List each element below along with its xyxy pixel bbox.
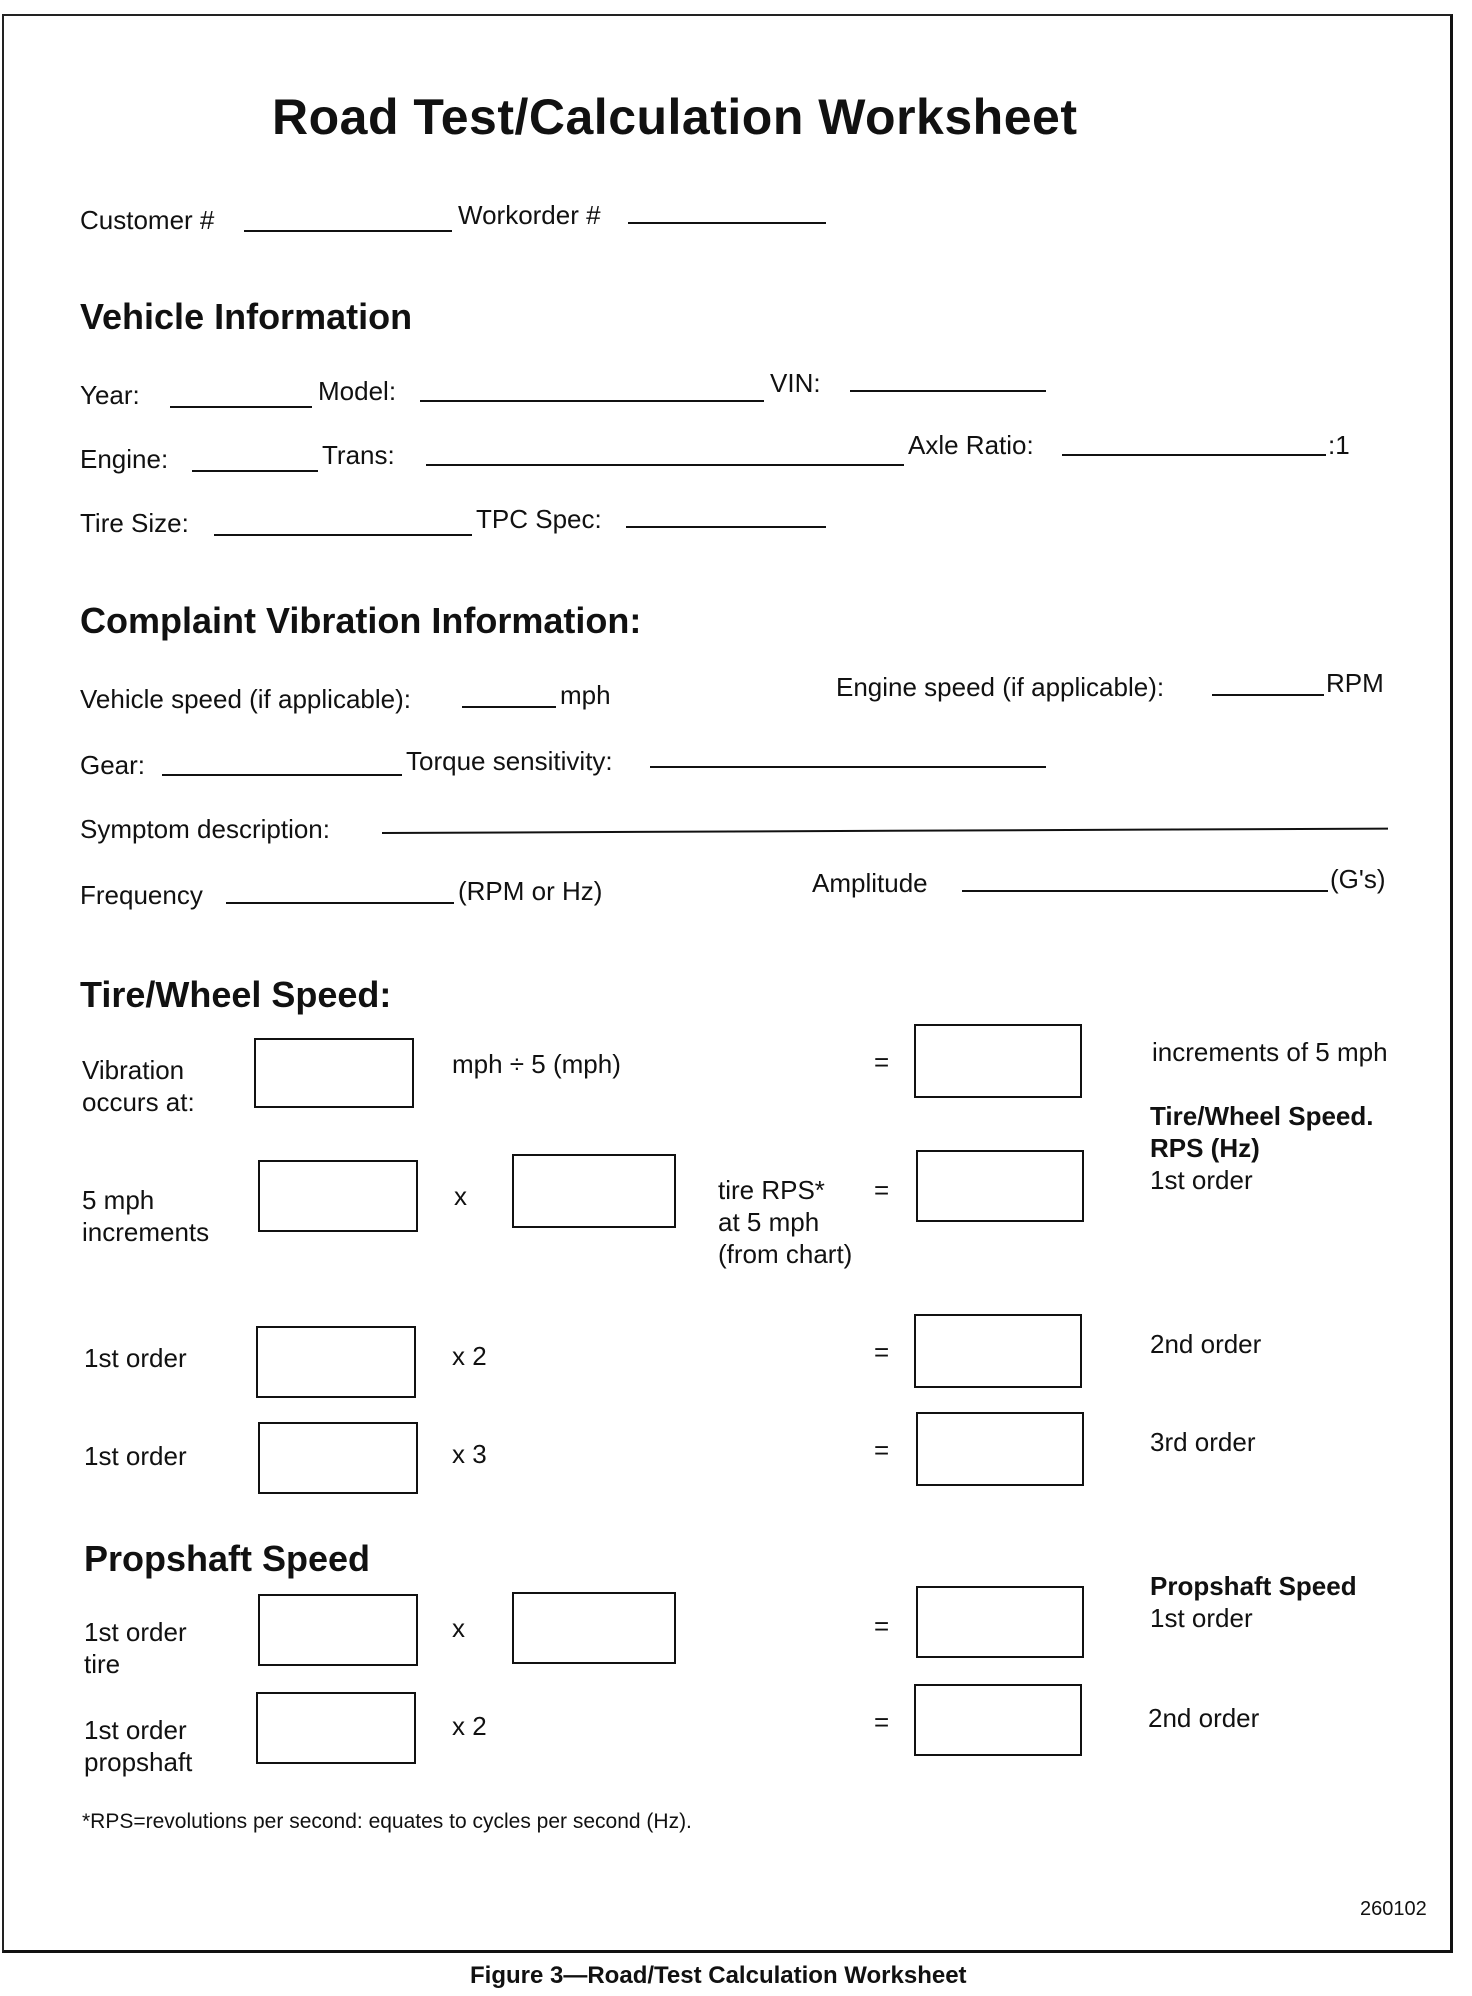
engine-label: Engine: [80, 444, 169, 474]
third-order-box[interactable] [916, 1412, 1084, 1486]
r1-operator: mph ÷ 5 (mph) [452, 1049, 621, 1079]
tpc-field[interactable] [626, 526, 826, 528]
amplitude-unit: (G's) [1330, 864, 1386, 894]
frequency-label: Frequency [80, 880, 203, 910]
vin-label: VIN: [770, 368, 821, 398]
r1-label: Vibration occurs at: [82, 1055, 195, 1117]
tpc-label: TPC Spec: [476, 504, 602, 534]
vehicle-speed-unit: mph [560, 680, 611, 710]
vehicle-heading: Vehicle Information [80, 296, 413, 337]
increments-input-box[interactable] [258, 1160, 418, 1232]
engine-speed-unit: RPM [1326, 668, 1384, 698]
propshaft-second-order-box[interactable] [914, 1684, 1082, 1756]
frequency-unit: (RPM or Hz) [458, 876, 603, 906]
p1-result: Propshaft Speed 1st order [1150, 1571, 1357, 1633]
r4-label: 1st order [84, 1441, 187, 1471]
tire-size-label: Tire Size: [80, 508, 189, 538]
tire-size-field[interactable] [214, 534, 472, 536]
symptom-label: Symptom description: [80, 814, 330, 844]
vehicle-speed-label: Vehicle speed (if applicable): [80, 684, 411, 714]
propshaft-first-order-box[interactable] [916, 1586, 1084, 1658]
propshaft-heading: Propshaft Speed [84, 1538, 371, 1579]
r2-equals: = [874, 1175, 890, 1205]
tire-rps-box[interactable] [512, 1154, 676, 1228]
document-number: 260102 [1360, 1898, 1427, 1920]
vibration-mph-box[interactable] [254, 1038, 414, 1108]
p2-label: 1st order propshaft [84, 1715, 193, 1777]
p1-multiplier-box[interactable] [512, 1592, 676, 1664]
second-order-box[interactable] [914, 1314, 1082, 1388]
footnote: *RPS=revolutions per second: equates to cycles per second (Hz). [82, 1810, 692, 1833]
torque-field[interactable] [650, 766, 1046, 768]
figure-caption: Figure 3—Road/Test Calculation Worksheet [470, 1962, 967, 1989]
workorder-label: Workorder # [458, 200, 601, 230]
p1-equals: = [874, 1611, 890, 1641]
engine-speed-label: Engine speed (if applicable): [836, 672, 1165, 702]
p1-label: 1st order tire [84, 1617, 187, 1679]
tire-wheel-heading: Tire/Wheel Speed: [80, 974, 392, 1015]
r3-result: 2nd order [1150, 1329, 1262, 1359]
r4-equals: = [874, 1435, 890, 1465]
r3-label: 1st order [84, 1343, 187, 1373]
p2-equals: = [874, 1707, 890, 1737]
engine-field[interactable] [192, 470, 318, 472]
vin-field[interactable] [850, 390, 1046, 392]
p2-operator: x 2 [452, 1711, 487, 1741]
vehicle-speed-field[interactable] [462, 706, 556, 708]
r4-result: 3rd order [1150, 1427, 1256, 1457]
amplitude-label: Amplitude [812, 868, 928, 898]
customer-label: Customer # [80, 205, 215, 235]
r1-equals: = [874, 1047, 890, 1077]
r2-label: 5 mph increments [82, 1185, 210, 1247]
axle-suffix: :1 [1328, 430, 1350, 460]
p1-input-box[interactable] [258, 1594, 418, 1666]
r3-operator: x 2 [452, 1341, 487, 1371]
model-field[interactable] [420, 400, 764, 402]
r4-input-box[interactable] [258, 1422, 418, 1494]
r3-input-box[interactable] [256, 1326, 416, 1398]
trans-label: Trans: [322, 440, 395, 470]
r2-result: Tire/Wheel Speed. RPS (Hz) 1st order [1150, 1101, 1374, 1195]
page-title: Road Test/Calculation Worksheet [272, 89, 1078, 145]
torque-label: Torque sensitivity: [406, 746, 613, 776]
engine-speed-field[interactable] [1212, 694, 1324, 696]
complaint-heading: Complaint Vibration Information: [80, 600, 642, 641]
r3-equals: = [874, 1337, 890, 1367]
axle-label: Axle Ratio: [908, 430, 1034, 460]
r2-mid-label: tire RPS* at 5 mph (from chart) [718, 1175, 853, 1269]
gear-label: Gear: [80, 750, 146, 780]
first-order-box[interactable] [916, 1150, 1084, 1222]
p2-result: 2nd order [1148, 1703, 1260, 1733]
workorder-field[interactable] [628, 222, 826, 224]
p2-input-box[interactable] [256, 1692, 416, 1764]
year-label: Year: [80, 380, 140, 410]
r1-result: increments of 5 mph [1152, 1037, 1388, 1067]
r4-operator: x 3 [452, 1439, 487, 1469]
r2-operator: x [454, 1181, 467, 1211]
amplitude-field[interactable] [962, 890, 1328, 892]
p1-operator: x [452, 1613, 465, 1643]
increments-box[interactable] [914, 1024, 1082, 1098]
model-label: Model: [318, 376, 397, 406]
axle-field[interactable] [1062, 454, 1326, 456]
trans-field[interactable] [426, 464, 904, 466]
gear-field[interactable] [162, 774, 402, 776]
year-field[interactable] [170, 406, 312, 408]
customer-field[interactable] [244, 230, 452, 232]
frequency-field[interactable] [226, 902, 454, 904]
